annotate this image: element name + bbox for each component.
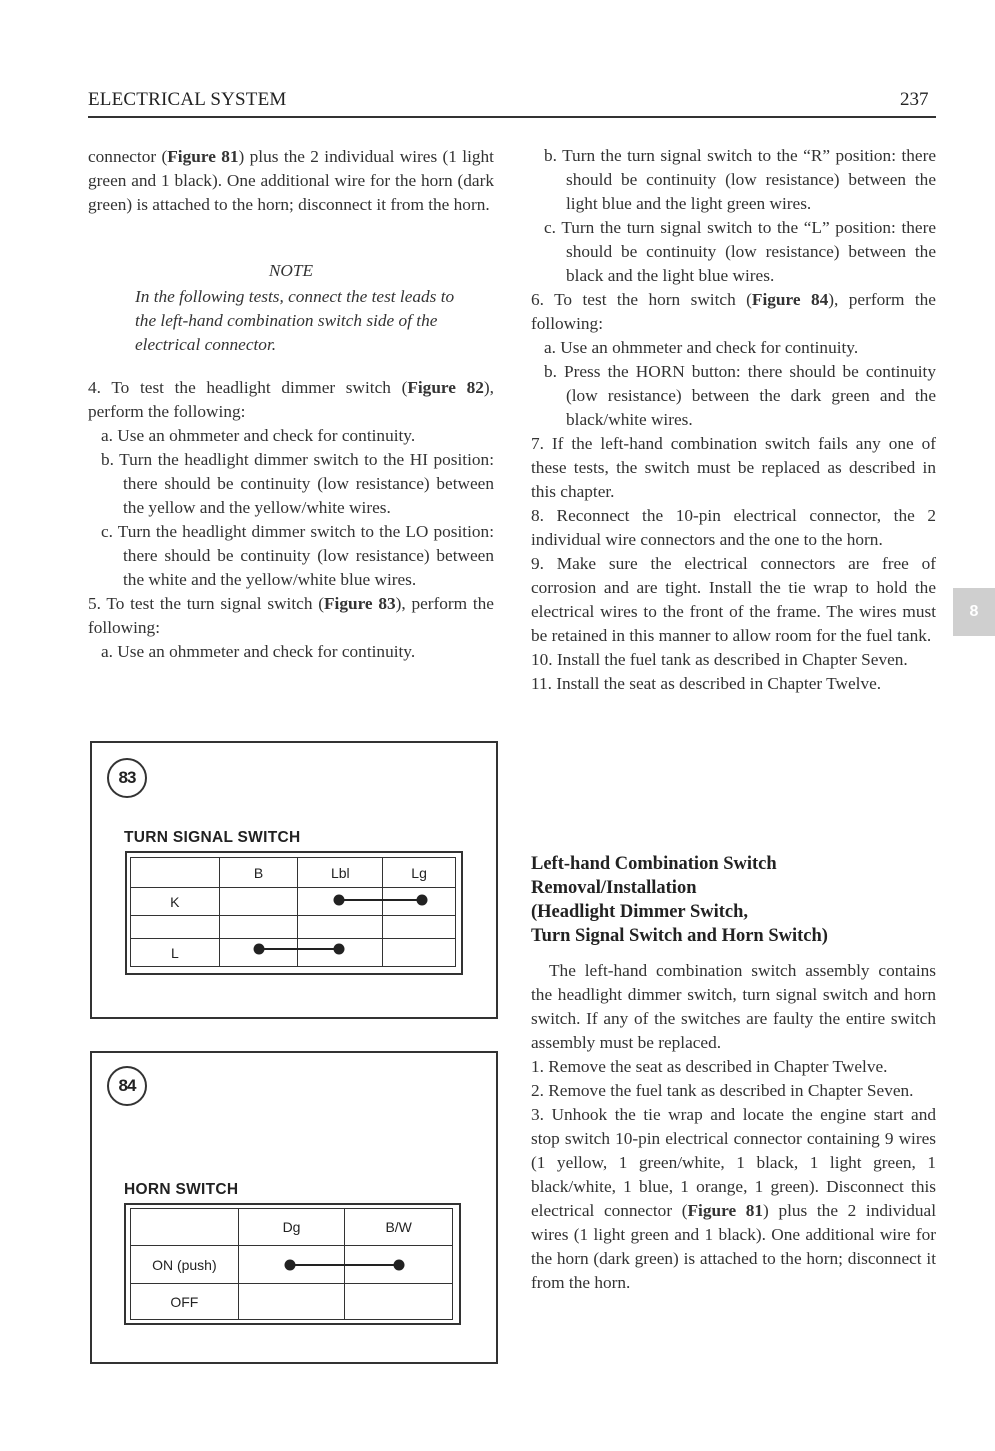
- continuity-marks-84: [92, 1053, 496, 1362]
- column-header: B: [219, 858, 298, 888]
- row-label: ON (push): [131, 1246, 239, 1284]
- row-label: OFF: [131, 1284, 239, 1320]
- step-4b: b. Turn the headlight dimmer switch to the HI position: there should be continuity (low resistance) between the yellow and the yellow/white wires.: [101, 450, 494, 517]
- removal-step-1: 1. Remove the seat as described in Chapter Twelve.: [531, 1057, 888, 1076]
- figure-84-box: [90, 1051, 498, 1364]
- step-9: 9. Make sure the electrical connectors are free of corrosion and are tight. Install the tie wrap to hold the electrical wires to the front of the frame. The wires must be retained in this manner to allow room for the fuel tank.: [531, 554, 936, 645]
- section-heading: Left-hand Combination Switch Removal/Installation (Headlight Dimmer Switch, Turn Signal Switch and Horn Switch): [531, 854, 828, 946]
- step-6a: a. Use an ohmmeter and check for continuity.: [544, 338, 859, 357]
- continuity-dot: [334, 944, 345, 955]
- intro-paragraph: connector (Figure 81) plus the 2 individual wires (1 light green and 1 black). One additional wire for the horn (dark green) is attached to the horn; disconnect it from the horn.: [88, 147, 494, 214]
- note-title: NOTE: [268, 261, 314, 280]
- continuity-dot: [417, 895, 428, 906]
- figure-ref: Figure 81: [687, 1201, 764, 1220]
- step-8: 8. Reconnect the 10-pin electrical connector, the 2 individual wire connectors and the one to the horn.: [531, 506, 936, 549]
- row-label: L: [131, 939, 220, 967]
- column-header: Lg: [383, 858, 456, 888]
- step-11: 11. Install the seat as described in Chapter Twelve.: [531, 674, 882, 693]
- figure-84-number: 84: [107, 1066, 147, 1106]
- step-4c: c. Turn the headlight dimmer switch to the LO position: there should be continuity (low resistance) between the white and the yellow/white blue wires.: [101, 522, 494, 589]
- figure-83-number: 83: [107, 758, 147, 798]
- step-6b: b. Press the HORN button: there should be continuity (low resistance) between the dark green and the black/white wires.: [544, 362, 936, 429]
- removal-step-2: 2. Remove the fuel tank as described in Chapter Seven.: [531, 1081, 914, 1100]
- figure-ref: Figure 81: [167, 147, 239, 166]
- step-7: 7. If the left-hand combination switch fails any one of these tests, the switch must be replaced as described in this chapter.: [531, 434, 936, 501]
- row-label: K: [131, 888, 220, 916]
- column-header: Lbl: [298, 858, 383, 888]
- step-5b: b. Turn the turn signal switch to the “R” position: there should be continuity (low resistance) between the light blue and the light green wires.: [544, 146, 936, 213]
- continuity-dot: [254, 944, 265, 955]
- figure-84-title: HORN SWITCH: [124, 1181, 239, 1198]
- continuity-marks-83: [92, 743, 496, 1017]
- figure-83-box: [90, 741, 498, 1019]
- figure-83-title: TURN SIGNAL SWITCH: [124, 829, 301, 846]
- continuity-dot: [334, 895, 345, 906]
- chapter-tab: 8: [953, 588, 995, 636]
- step-5c: c. Turn the turn signal switch to the “L” position: there should be continuity (low resistance) between the black and the light blue wires.: [544, 218, 936, 285]
- column-header: B/W: [345, 1209, 453, 1246]
- column-2-steps: b. Turn the turn signal switch to the “R” position: there should be continuity (low resistance) between the light blue and the light green wires. c. Turn the turn signal switch to the “L” position: there should be continuity (low resistance) between the black and the light blue wires. 6. To test the horn switch (Figure 84), perform the following: a. Use an ohmmeter and check for continuity. b. Press the HORN button: there should be continuity (low resistance) between the dark green and the black/white wires. 7. If the left-hand combination switch fails any one of these tests, the switch must be replaced as described in this chapter. 8. Reconnect the 10-pin electrical connector, the 2 individual wire connectors and the one to the horn. 9. Make sure the electrical connectors are free of corrosion and are tight. Install the tie wrap to hold the electrical wires to the front of the frame. The wires must be retained in this manner to allow room for the fuel tank. 10. Install the fuel tank as described in Chapter Seven. 11. Install the seat as described in Chapter Twelve.: [531, 144, 936, 696]
- header-rule: [88, 116, 936, 118]
- continuity-dot: [285, 1260, 296, 1271]
- step-4a: a. Use an ohmmeter and check for continuity.: [101, 426, 416, 445]
- section-body: [531, 959, 936, 1295]
- note-body: In the following tests, connect the test leads to the left-hand combination switch side of the electrical connector.: [135, 287, 455, 354]
- column-header: Dg: [238, 1209, 345, 1246]
- step-5a: a. Use an ohmmeter and check for continuity.: [101, 642, 416, 661]
- figure-ref: Figure 82: [407, 378, 484, 397]
- section-intro: The left-hand combination switch assembly contains the headlight dimmer switch, turn signal switch and horn switch. If any of the switches are faulty the entire switch assembly must be replaced.: [531, 961, 936, 1052]
- continuity-dot: [394, 1260, 405, 1271]
- page-number: 237: [900, 89, 929, 110]
- figure-ref: Figure 84: [751, 290, 829, 309]
- step-10: 10. Install the fuel tank as described in Chapter Seven.: [531, 650, 908, 669]
- running-header-section: ELECTRICAL SYSTEM: [88, 89, 287, 110]
- step-4: 4. To test the headlight dimmer switch (Figure 82), perform the following: a. Use an ohmmeter and check for continuity. b. Turn the headlight dimmer switch to the HI position: there should be continuity (low resistance) between the yellow and the yellow/white wires. c. Turn the headlight dimmer switch to the LO position: there should be continuity (low resistance) between the white and the yellow/white blue wires. 5. To test the turn signal switch (Figure 83), perform the following: a. Use an ohmmeter and check for continuity.: [88, 376, 494, 664]
- figure-ref: Figure 83: [323, 594, 396, 613]
- removal-step-3: 3. Unhook the tie wrap and locate the engine start and stop switch 10-pin electrical connector containing 9 wires (1 yellow, 1 green/white, 1 black, 1 light green, 1 black/white, 1 blue, 1 orange, 1 green). Disconnect this electrical connector (Figure 81) plus the 2 individual wires (1 light green and 1 black). One additional wire for the horn (dark green) is attached to the horn; disconnect it from the horn.: [531, 1105, 936, 1292]
